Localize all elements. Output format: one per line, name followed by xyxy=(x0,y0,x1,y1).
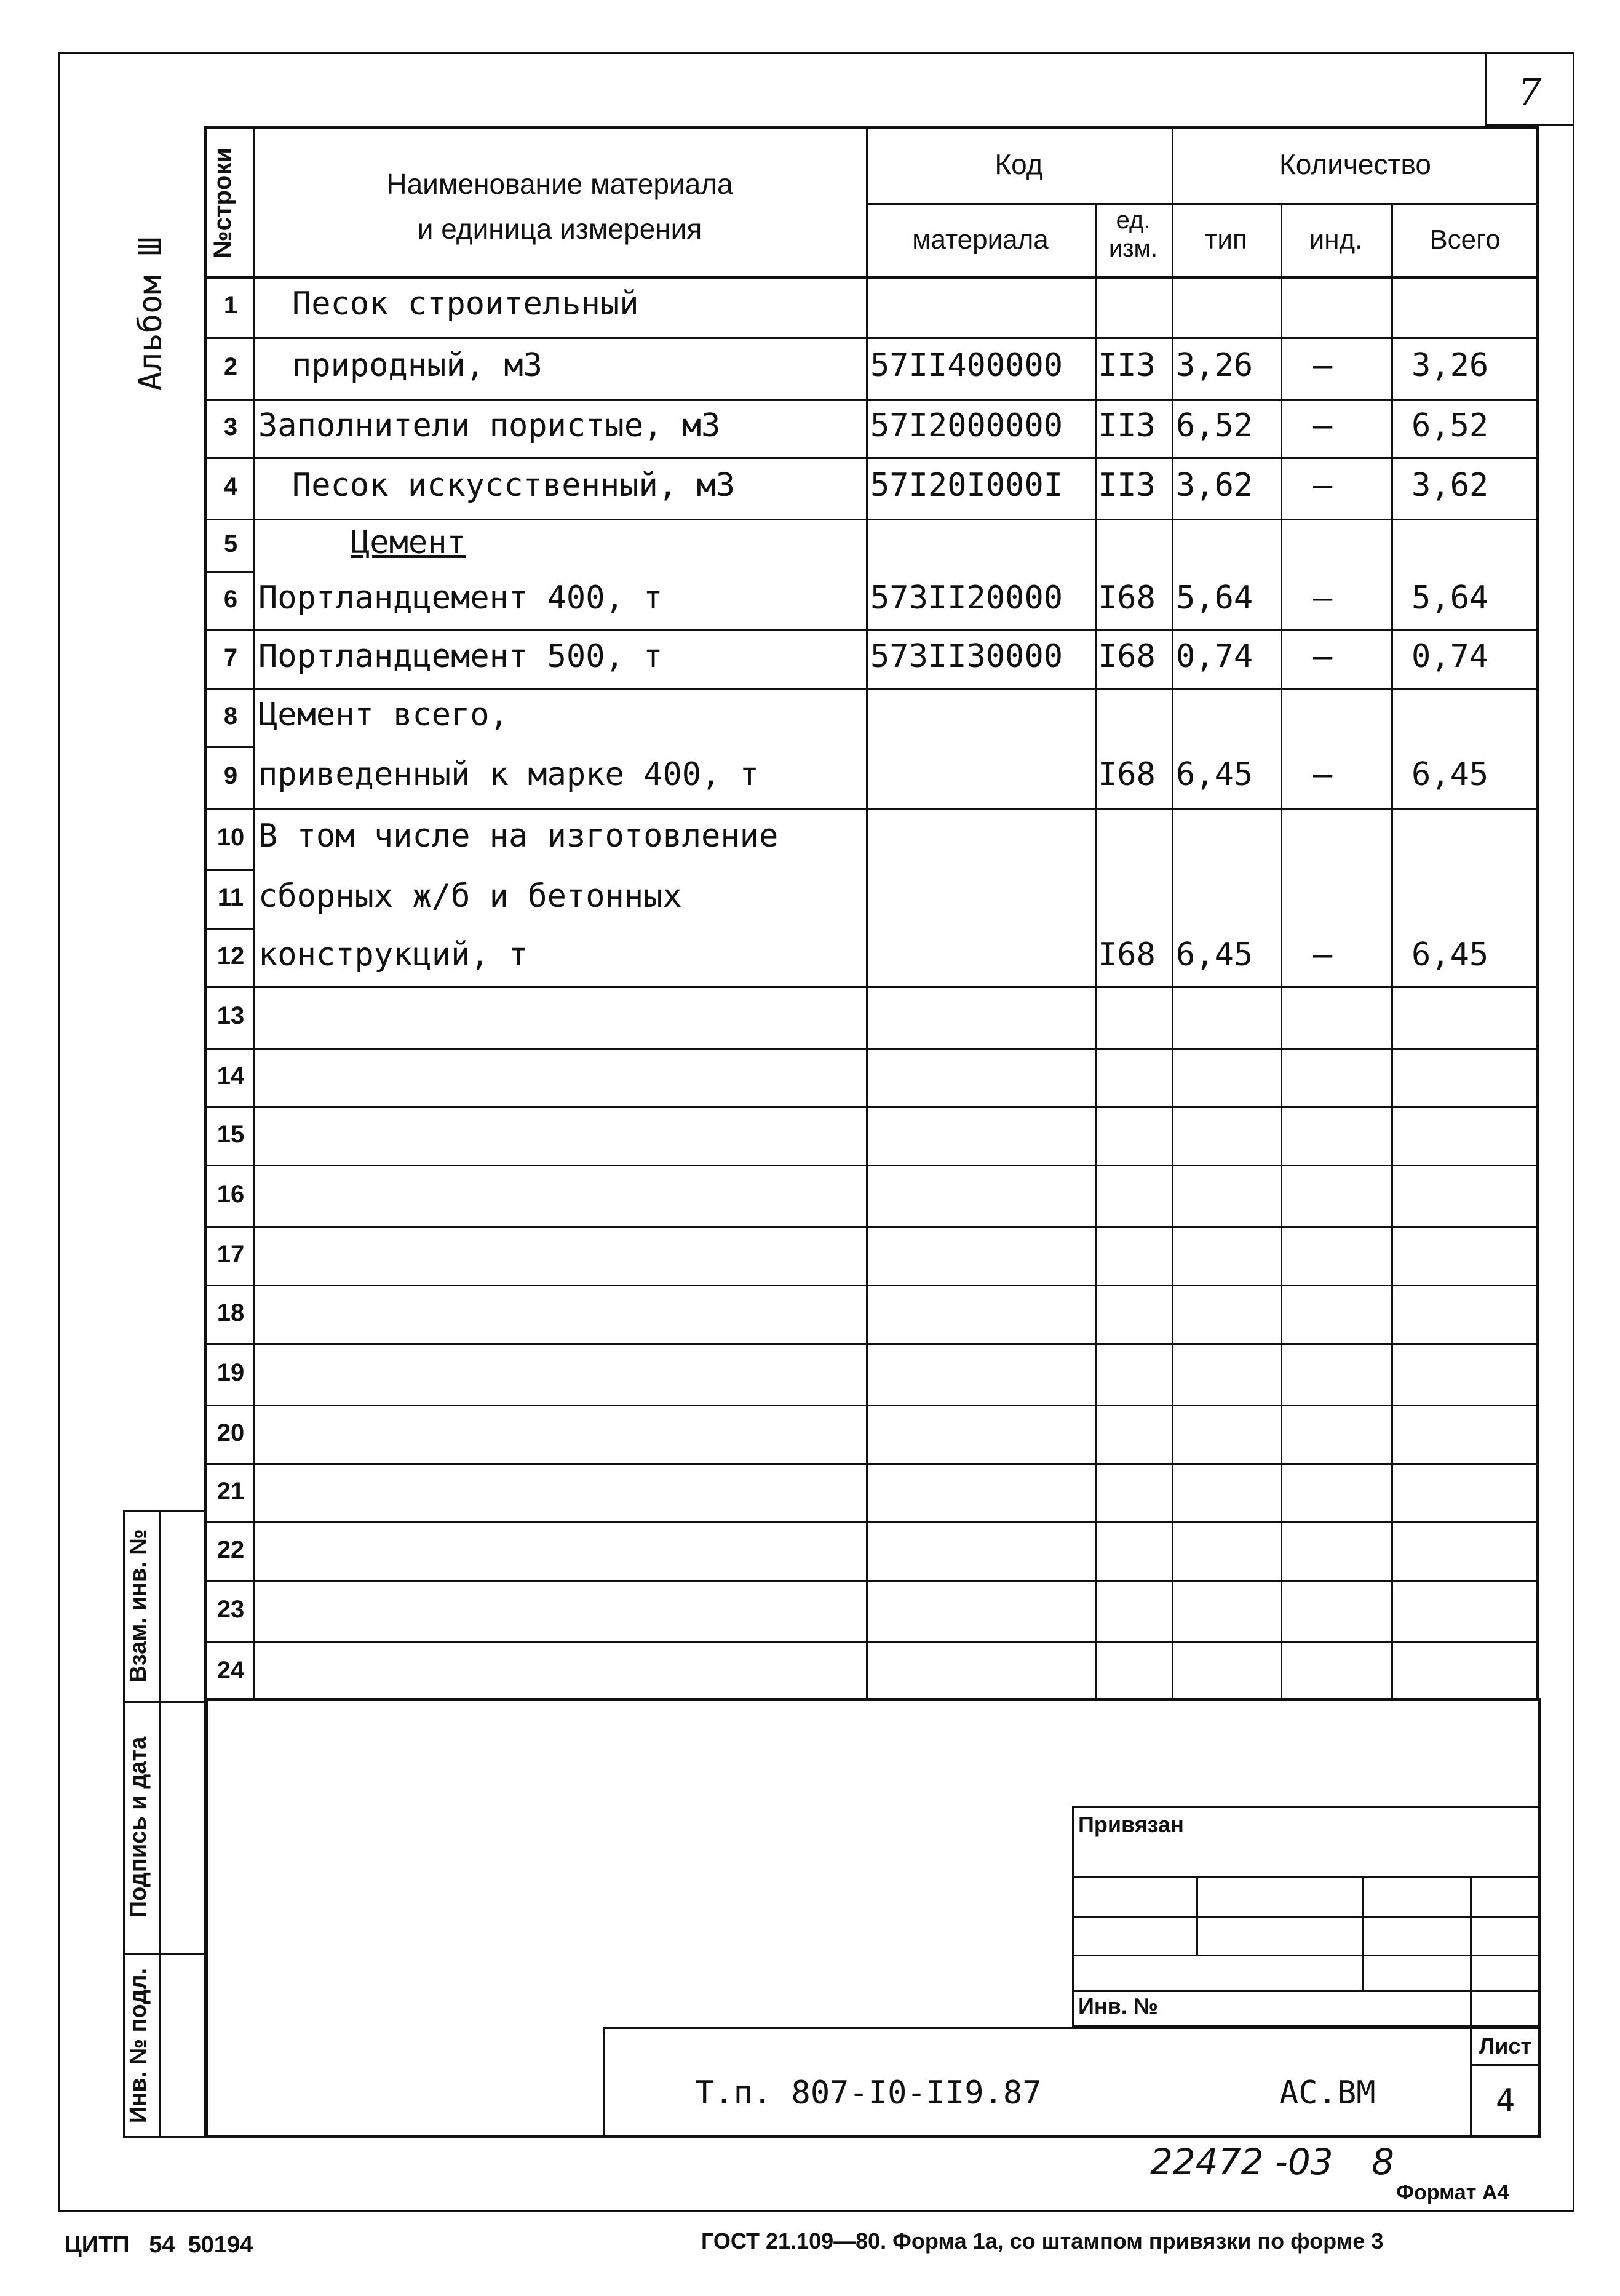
row-qty-type: 5,64 xyxy=(1176,579,1253,616)
row-unit: I68 xyxy=(1098,579,1156,616)
row-number: 20 xyxy=(216,1419,245,1446)
row-qty-type: 6,45 xyxy=(1176,936,1253,973)
rownum-divider xyxy=(204,1405,253,1406)
row-divider xyxy=(253,1285,1539,1286)
rownum-divider xyxy=(204,1521,253,1523)
row-unit: I68 xyxy=(1098,936,1156,973)
side-inv-podl: Инв. № подл. xyxy=(125,1967,151,2124)
row-unit: II3 xyxy=(1098,347,1156,384)
header-quantity: Количество xyxy=(1279,148,1432,180)
row-qty-type: 6,52 xyxy=(1176,407,1253,444)
row-name: приведенный к марке 400, т xyxy=(258,756,759,793)
rownum-divider xyxy=(204,928,253,930)
row-unit: II3 xyxy=(1098,467,1156,504)
row-code: 57I2000000 xyxy=(870,407,1063,444)
privyazan-vline-1 xyxy=(1196,1876,1198,1955)
row-number: 1 xyxy=(223,292,238,319)
privyazan-vline-2 xyxy=(1362,1876,1364,1990)
vline-total xyxy=(1391,203,1393,1701)
row-number: 5 xyxy=(223,530,238,557)
row-qty-ind: – xyxy=(1313,347,1333,384)
sheet-value: 4 xyxy=(1495,2083,1515,2119)
rownum-divider xyxy=(204,986,253,988)
row-number: 23 xyxy=(216,1596,245,1623)
header-code-material: материала xyxy=(912,225,1049,255)
rownum-divider xyxy=(204,457,253,459)
row-qty-ind: – xyxy=(1313,467,1333,504)
rownum-divider xyxy=(204,1106,253,1108)
header-qty-ind: инд. xyxy=(1309,225,1363,255)
row-number: 3 xyxy=(223,413,238,440)
row-number: 10 xyxy=(216,824,245,851)
row-qty-ind: – xyxy=(1313,579,1333,616)
row-code: 57II400000 xyxy=(870,347,1063,384)
row-number: 24 xyxy=(216,1656,245,1684)
row-divider xyxy=(253,457,1539,459)
row-name: Песок строительный xyxy=(292,285,639,322)
footer-right: ГОСТ 21.109—80. Форма 1а, со штампом привязки по форме 3 xyxy=(701,2228,1384,2254)
row-number: 16 xyxy=(216,1181,245,1208)
rownum-divider xyxy=(204,399,253,401)
row-number: 15 xyxy=(216,1120,245,1148)
footer-left: ЦИТП 54 50194 xyxy=(65,2232,253,2258)
rownum-divider xyxy=(204,1343,253,1345)
sheet-label: Лист xyxy=(1479,2033,1532,2059)
row-qty-ind: – xyxy=(1313,936,1333,973)
header-unit: ед. изм. xyxy=(1108,207,1158,262)
row-name: Портландцемент 500, т xyxy=(258,637,663,675)
row-divider xyxy=(253,1048,1539,1050)
row-number: 14 xyxy=(216,1062,245,1090)
side-podpis-data: Подпись и дата xyxy=(125,1736,151,1918)
row-divider xyxy=(253,808,1539,810)
side-stamp-line-1 xyxy=(123,1701,206,1703)
side-vzam-inv: Взам. инв. № xyxy=(125,1529,151,1683)
rownum-divider xyxy=(204,746,253,748)
page-number: 7 xyxy=(1518,71,1542,114)
privyazan-label: Привязан xyxy=(1078,1812,1184,1837)
doc-mark: АС.ВМ xyxy=(1279,2075,1376,2111)
row-qty-type: 3,62 xyxy=(1176,467,1253,504)
row-number: 17 xyxy=(216,1240,245,1268)
row-unit: II3 xyxy=(1098,407,1156,444)
row-divider xyxy=(253,1343,1539,1345)
rownum-divider xyxy=(204,1641,253,1643)
row-qty-type: 3,26 xyxy=(1176,347,1253,384)
rownum-divider xyxy=(204,519,253,520)
row-name: конструкций, т xyxy=(258,936,528,973)
row-divider xyxy=(253,519,1539,520)
row-divider xyxy=(253,1580,1539,1582)
row-divider xyxy=(253,688,1539,690)
row-qty-type: 6,45 xyxy=(1176,756,1253,793)
row-name: сборных ж/б и бетонных xyxy=(258,877,682,915)
rownum-divider xyxy=(204,1580,253,1582)
side-stamp-divider xyxy=(159,1510,161,2138)
row-name: Цемент xyxy=(351,524,466,561)
rownum-divider xyxy=(204,1048,253,1050)
header-qty-total: Всего xyxy=(1429,225,1501,255)
header-name: Наименование материала xyxy=(386,168,733,200)
row-number: 2 xyxy=(223,353,238,380)
vline-ind xyxy=(1281,203,1282,1701)
privyazan-vline-3 xyxy=(1470,1876,1472,2027)
row-number: 11 xyxy=(217,883,244,911)
row-number: 21 xyxy=(216,1477,245,1505)
row-divider xyxy=(253,1106,1539,1108)
designation: Т.п. 807-I0-II9.87 xyxy=(695,2075,1042,2111)
rownum-divider xyxy=(204,337,253,339)
row-qty-total: 6,45 xyxy=(1412,936,1489,973)
header-qty-type: тип xyxy=(1205,225,1247,255)
rownum-divider xyxy=(204,808,253,810)
album-label: Альбом Ш xyxy=(132,236,169,391)
row-qty-total: 6,52 xyxy=(1412,407,1489,444)
row-number: 22 xyxy=(216,1536,245,1563)
rownum-divider xyxy=(204,869,253,871)
row-number: 8 xyxy=(223,702,238,730)
row-name: Песок искусственный, м3 xyxy=(292,467,736,504)
rownum-divider xyxy=(204,1285,253,1286)
row-name: Цемент всего, xyxy=(258,696,509,733)
row-divider xyxy=(253,1521,1539,1523)
row-name: Портландцемент 400, т xyxy=(258,579,663,616)
row-number: 7 xyxy=(223,644,238,671)
row-name: природный, м3 xyxy=(292,347,542,384)
rownum-divider xyxy=(204,1165,253,1166)
row-code: 57I20I000I xyxy=(870,467,1063,504)
row-number: 4 xyxy=(223,473,238,500)
rownum-divider xyxy=(204,688,253,690)
row-name: В том числе на изготовление xyxy=(258,818,779,855)
header-row-number: №строки xyxy=(209,148,236,258)
row-qty-total: 0,74 xyxy=(1412,637,1489,675)
row-divider xyxy=(253,629,1539,631)
row-qty-ind: – xyxy=(1313,756,1333,793)
row-code: 573II30000 xyxy=(870,637,1063,675)
row-name: Заполнители пористые, м3 xyxy=(258,407,721,444)
row-divider xyxy=(253,1641,1539,1643)
header-name-line2: и единица измерения xyxy=(417,213,702,245)
row-code: 573II20000 xyxy=(870,579,1063,616)
row-divider xyxy=(253,1226,1539,1228)
row-qty-total: 3,62 xyxy=(1412,467,1489,504)
row-number: 19 xyxy=(216,1359,245,1386)
row-divider xyxy=(253,337,1539,339)
title-sheet-line xyxy=(1470,2064,1541,2066)
row-number: 6 xyxy=(223,585,238,613)
row-qty-ind: – xyxy=(1313,407,1333,444)
row-number: 13 xyxy=(216,1002,245,1029)
row-qty-total: 5,64 xyxy=(1412,579,1489,616)
row-number: 18 xyxy=(216,1299,245,1326)
header-bottom-line xyxy=(204,276,1539,279)
row-divider xyxy=(253,986,1539,988)
row-number: 9 xyxy=(223,762,238,789)
handwritten-sheet: 8 xyxy=(1372,2141,1394,2183)
row-qty-type: 0,74 xyxy=(1176,637,1253,675)
inv-no-label: Инв. № xyxy=(1078,1993,1158,2019)
row-divider xyxy=(253,1165,1539,1166)
row-number: 12 xyxy=(216,942,245,970)
row-qty-ind: – xyxy=(1313,637,1333,675)
row-divider xyxy=(253,399,1539,401)
rownum-divider xyxy=(204,1226,253,1228)
row-unit: I68 xyxy=(1098,756,1156,793)
row-qty-total: 6,45 xyxy=(1412,756,1489,793)
row-qty-total: 3,26 xyxy=(1412,347,1489,384)
handwritten-number: 22472 -03 xyxy=(1150,2141,1333,2183)
header-split-line xyxy=(866,203,1539,205)
format-label: Формат А4 xyxy=(1396,2181,1509,2204)
rownum-divider xyxy=(204,1463,253,1465)
rownum-divider xyxy=(204,629,253,631)
vline-name xyxy=(866,126,868,1701)
vline-type xyxy=(1172,126,1173,1701)
row-unit: I68 xyxy=(1098,637,1156,675)
row-divider xyxy=(253,1405,1539,1406)
vline-unit xyxy=(1095,203,1097,1701)
rownum-divider xyxy=(204,571,253,573)
header-code: Код xyxy=(995,148,1043,180)
row-divider xyxy=(253,1463,1539,1465)
